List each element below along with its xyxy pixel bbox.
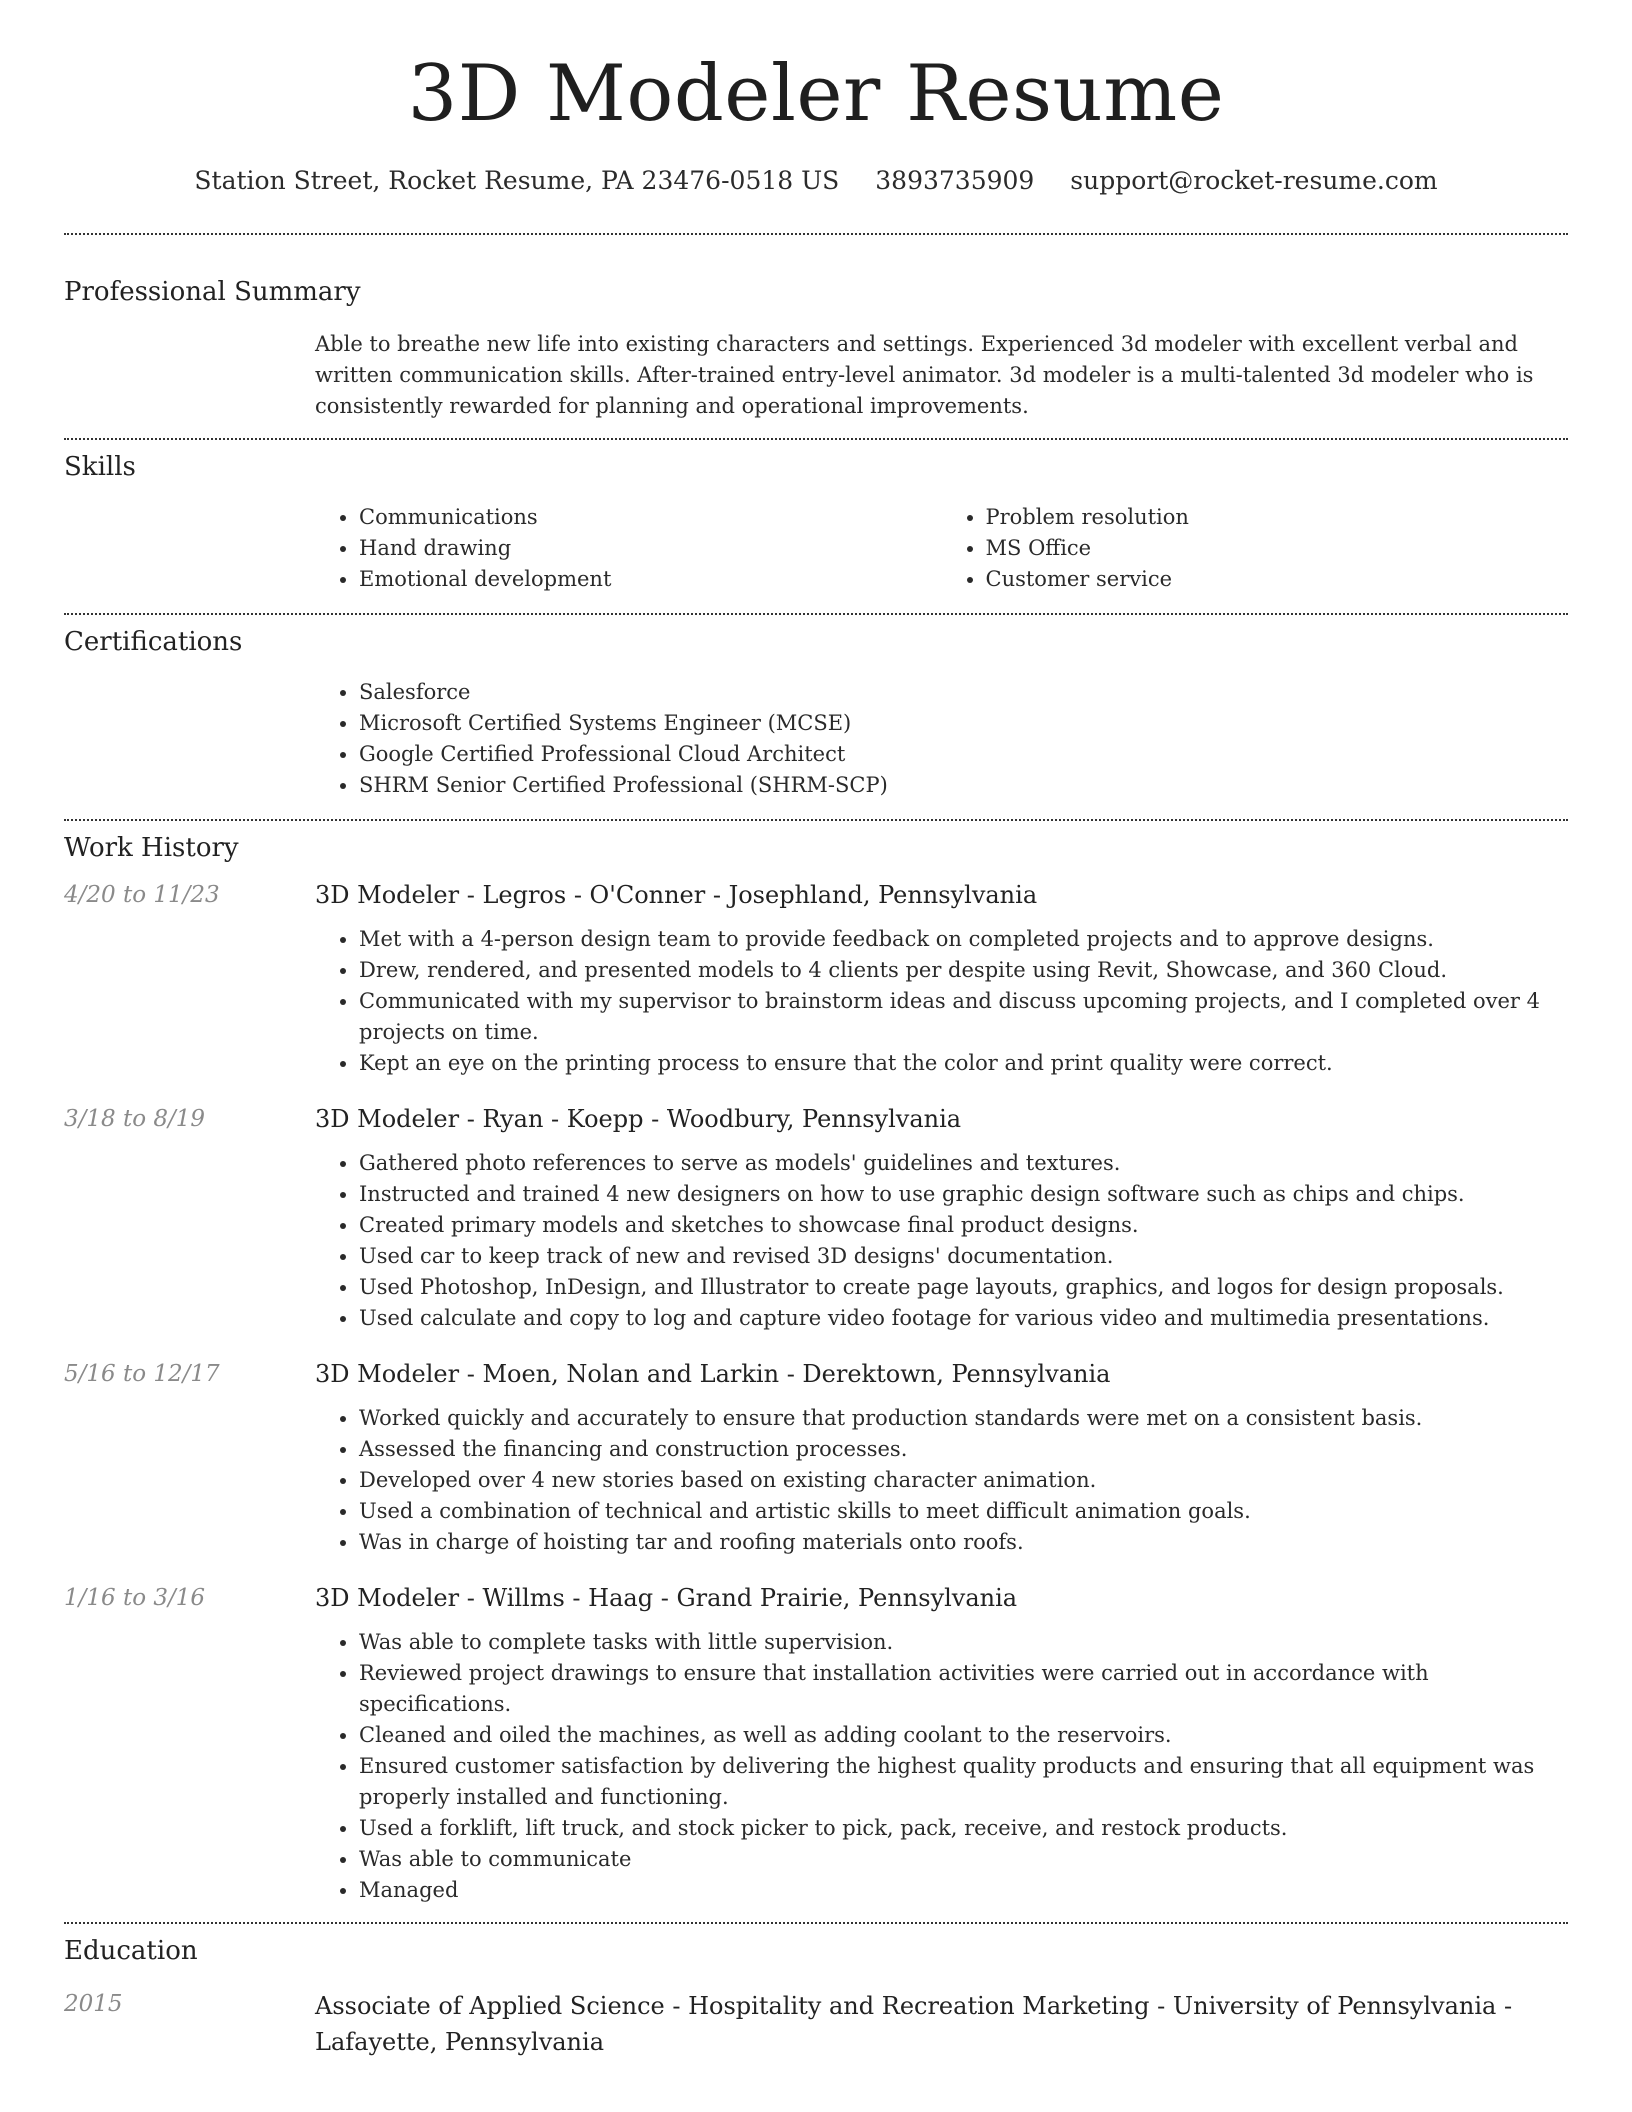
skill-item: • Customer service: [986, 564, 1569, 595]
job-title: 3D Modeler - Legros - O'Conner - Josephland, Pennsylvania: [315, 880, 1038, 909]
job-bullet: • Instructed and trained 4 new designers on how to use graphic design software such as chips and chips.: [359, 1179, 1568, 1210]
job-bullet: • Used car to keep track of new and revised 3D designs' documentation.: [359, 1241, 1568, 1272]
resume-title: 3D Modeler Resume: [407, 49, 1225, 139]
skill-item: • Emotional development: [359, 564, 942, 595]
job-bullet: • Managed: [359, 1875, 1568, 1906]
divider: [64, 819, 1568, 821]
job-bullet: • Developed over 4 new stories based on existing character animation.: [359, 1465, 1568, 1496]
job-body: [315, 1358, 1568, 1558]
summary-text: Able to breathe new life into existing characters and settings. Experienced 3d modeler with excellent verbal and written communication skills. After-trained entry-level animator. 3d modeler is a multi-talented 3d modeler who is consistently rewarded for planning and operational improvements.: [315, 331, 1534, 418]
education-heading: Education: [64, 1935, 198, 1966]
job-body: [315, 1103, 1568, 1334]
job-bullet: • Drew, rendered, and presented models to 4 clients per despite using Revit, Showcase, and 360 Cloud.: [359, 955, 1568, 986]
certification-item: • Salesforce: [359, 677, 1568, 708]
job-bullet: • Gathered photo references to serve as models' guidelines and textures.: [359, 1148, 1568, 1179]
job-bullet: • Used calculate and copy to log and capture video footage for various video and multimedia presentations.: [359, 1303, 1568, 1334]
skills-list-left: [315, 502, 942, 595]
job-bullet: • Used Photoshop, InDesign, and Illustrator to create page layouts, graphics, and logos for design proposals.: [359, 1272, 1568, 1303]
certification-item: • Microsoft Certified Systems Engineer (MCSE): [359, 708, 1568, 739]
skills-list-right: [942, 502, 1569, 595]
divider: [64, 1922, 1568, 1924]
job-bullet: • Assessed the financing and construction processes.: [359, 1434, 1568, 1465]
job-bullet: • Reviewed project drawings to ensure that installation activities were carried out in accordance with specifications.: [359, 1658, 1568, 1720]
education-title: Associate of Applied Science - Hospitality and Recreation Marketing - University of Pennsylvania - Lafayette, Pennsylvania: [315, 1991, 1513, 2056]
job-bullet: • Met with a 4-person design team to provide feedback on completed projects and to approve designs.: [359, 924, 1568, 955]
certifications-content: [315, 677, 1568, 801]
job-entry: [64, 1103, 1568, 1334]
job-bullet: • Was able to complete tasks with little supervision.: [359, 1627, 1568, 1658]
skill-item: • Hand drawing: [359, 533, 942, 564]
job-bullet: • Was able to communicate: [359, 1844, 1568, 1875]
summary-section: [64, 277, 1568, 422]
skill-item: • Communications: [359, 502, 942, 533]
job-title: 3D Modeler - Ryan - Koepp - Woodbury, Pennsylvania: [315, 1104, 962, 1133]
certification-item: • SHRM Senior Certified Professional (SHRM-SCP): [359, 770, 1568, 801]
job-title: 3D Modeler - Moen, Nolan and Larkin - Derektown, Pennsylvania: [315, 1359, 1111, 1388]
job-entry: [64, 1582, 1568, 1906]
skills-section: [64, 452, 1568, 595]
job-date: 5/16 to 12/17: [64, 1360, 220, 1387]
skill-item: • MS Office: [986, 533, 1569, 564]
job-bullet: • Used a combination of technical and artistic skills to meet difficult animation goals.: [359, 1496, 1568, 1527]
skills-grid: [315, 502, 1568, 595]
job-body: [315, 879, 1568, 1079]
skill-item: • Problem resolution: [986, 502, 1569, 533]
certifications-list: [315, 677, 1568, 801]
certifications-section: [64, 627, 1568, 801]
job-bullet: • Kept an eye on the printing process to ensure that the color and print quality were correct.: [359, 1048, 1568, 1079]
job-bullet: • Ensured customer satisfaction by delivering the highest quality products and ensuring that all equipment was properly installed and functioning.: [359, 1751, 1568, 1813]
job-bullets: [315, 1148, 1568, 1334]
job-bullets: [315, 924, 1568, 1079]
certifications-heading: Certifications: [64, 626, 243, 657]
summary-heading: Professional Summary: [64, 276, 361, 307]
education-items: [64, 1988, 1568, 2060]
divider: [64, 613, 1568, 615]
contact-email: support@rocket-resume.com: [1070, 165, 1438, 195]
divider: [64, 438, 1568, 440]
job-entry: [64, 879, 1568, 1079]
divider: [64, 233, 1568, 235]
job-title: 3D Modeler - Willms - Haag - Grand Prairie, Pennsylvania: [315, 1583, 1018, 1612]
work-heading: Work History: [64, 832, 239, 863]
contact-line: [64, 166, 1568, 195]
job-bullet: • Used a forklift, lift truck, and stock picker to pick, pack, receive, and restock products.: [359, 1813, 1568, 1844]
job-bullets: [315, 1403, 1568, 1558]
job-bullet: • Was in charge of hoisting tar and roofing materials onto roofs.: [359, 1527, 1568, 1558]
job-bullet: • Communicated with my supervisor to brainstorm ideas and discuss upcoming projects, and I completed over 4 projects on time.: [359, 986, 1568, 1048]
job-bullet: • Cleaned and oiled the machines, as well as adding coolant to the reservoirs.: [359, 1720, 1568, 1751]
education-date: 2015: [64, 1990, 123, 2017]
work-jobs: [64, 879, 1568, 1906]
job-date: 3/18 to 8/19: [64, 1105, 206, 1132]
job-bullets: [315, 1627, 1568, 1906]
job-body: [315, 1582, 1568, 1906]
job-bullet: • Created primary models and sketches to showcase final product designs.: [359, 1210, 1568, 1241]
job-bullet: • Worked quickly and accurately to ensure that production standards were met on a consistent basis.: [359, 1403, 1568, 1434]
job-date: 4/20 to 11/23: [64, 881, 220, 908]
job-entry: [64, 1358, 1568, 1558]
skills-heading: Skills: [64, 451, 136, 482]
education-entry: [64, 1988, 1568, 2060]
contact-phone: 3893735909: [875, 165, 1035, 195]
job-date: 1/16 to 3/16: [64, 1584, 206, 1611]
work-section: [64, 833, 1568, 1906]
contact-address: Station Street, Rocket Resume, PA 23476-0518 US: [194, 165, 840, 195]
certification-item: • Google Certified Professional Cloud Architect: [359, 739, 1568, 770]
education-section: [64, 1936, 1568, 2060]
